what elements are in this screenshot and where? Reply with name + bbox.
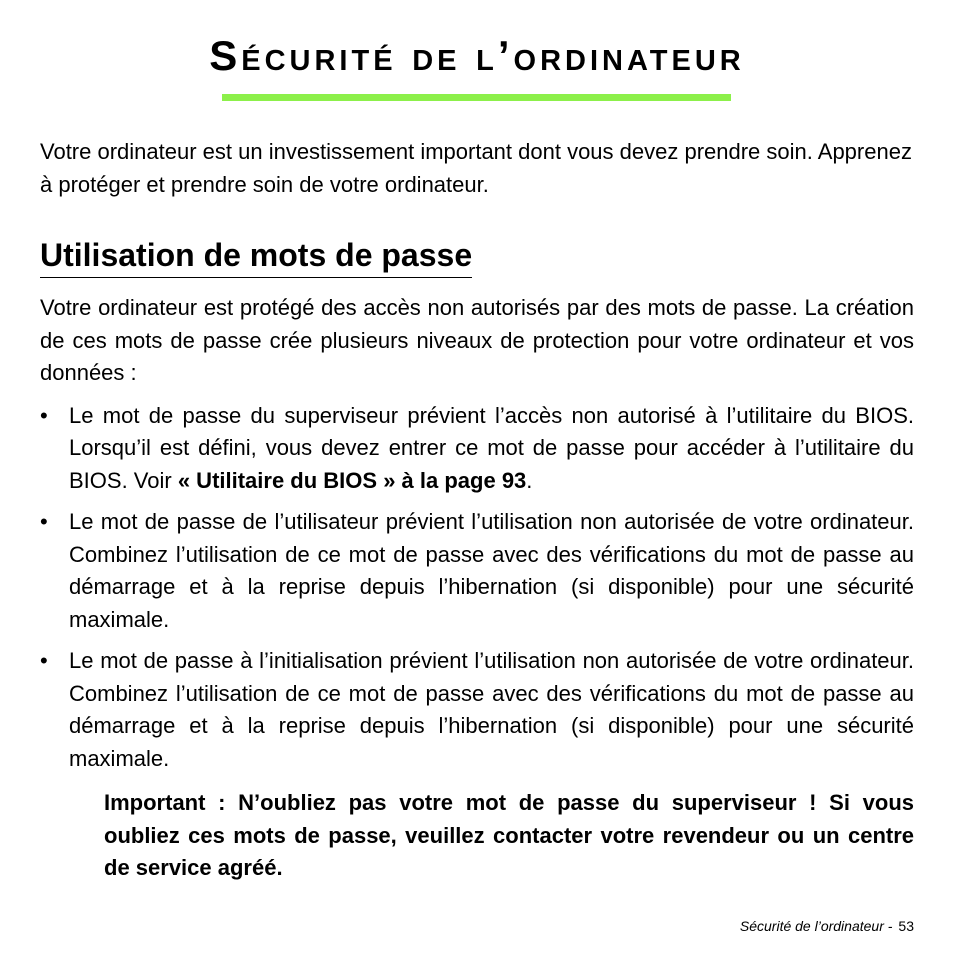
list-item-text: Le mot de passe du superviseur prévient l’accès non autorisé à l’utilitaire du BIOS. Lorsqu’il est défini, vous devez entrer ce mot de passe pour accéder à l’utilitaire du BIOS. Voir — [69, 402, 914, 493]
title-underline-bar — [222, 94, 731, 101]
page-content — [40, 136, 914, 885]
list-item — [40, 400, 914, 498]
list-item-text: Le mot de passe à l’initialisation prévient l’utilisation non autorisée de votre ordinateur. Combinez l’utilisation de ce mot de passe avec des vérifications du mot de passe au démarrage et à la reprise depuis l’hibernation (si disponible) pour une sécurité maximale. — [69, 648, 914, 771]
footer-label: Sécurité de l’ordinateur - — [739, 918, 893, 934]
page-footer — [740, 918, 914, 934]
section-lead-paragraph: Votre ordinateur est protégé des accès non autorisés par des mots de passe. La création de ces mots de passe crée plusieurs niveaux de protection pour votre ordinateur et vos données : — [40, 295, 914, 385]
password-types-list — [40, 400, 914, 776]
page-number: 53 — [898, 918, 914, 934]
list-item — [40, 645, 914, 775]
important-note: Important : N’oubliez pas votre mot de passe du superviseur ! Si vous oubliez ces mots de passe, veuillez contacter votre revendeur ou un centre de service agréé. — [104, 790, 914, 880]
list-item-tail: . — [526, 467, 533, 493]
cross-reference-link[interactable]: « Utilitaire du BIOS » à la page 93 — [177, 467, 527, 493]
page-title: Sécurité de l’ordinateur — [209, 32, 745, 79]
list-item — [40, 506, 914, 636]
list-item-text: Le mot de passe de l’utilisateur prévient l’utilisation non autorisée de votre ordinateur. Combinez l’utilisation de ce mot de passe avec des vérifications du mot de passe au démarrage et à la reprise depuis l’hibernation (si disponible) pour une sécurité maximale. — [69, 509, 914, 632]
bullet-marker: • — [40, 509, 48, 534]
bullet-marker: • — [40, 402, 48, 428]
section-heading: Utilisation de mots de passe — [40, 235, 472, 278]
bullet-marker: • — [40, 648, 48, 673]
intro-paragraph: Votre ordinateur est un investissement important dont vous devez prendre soin. Apprenez à protéger et prendre soin de votre ordinateur. — [40, 139, 912, 197]
